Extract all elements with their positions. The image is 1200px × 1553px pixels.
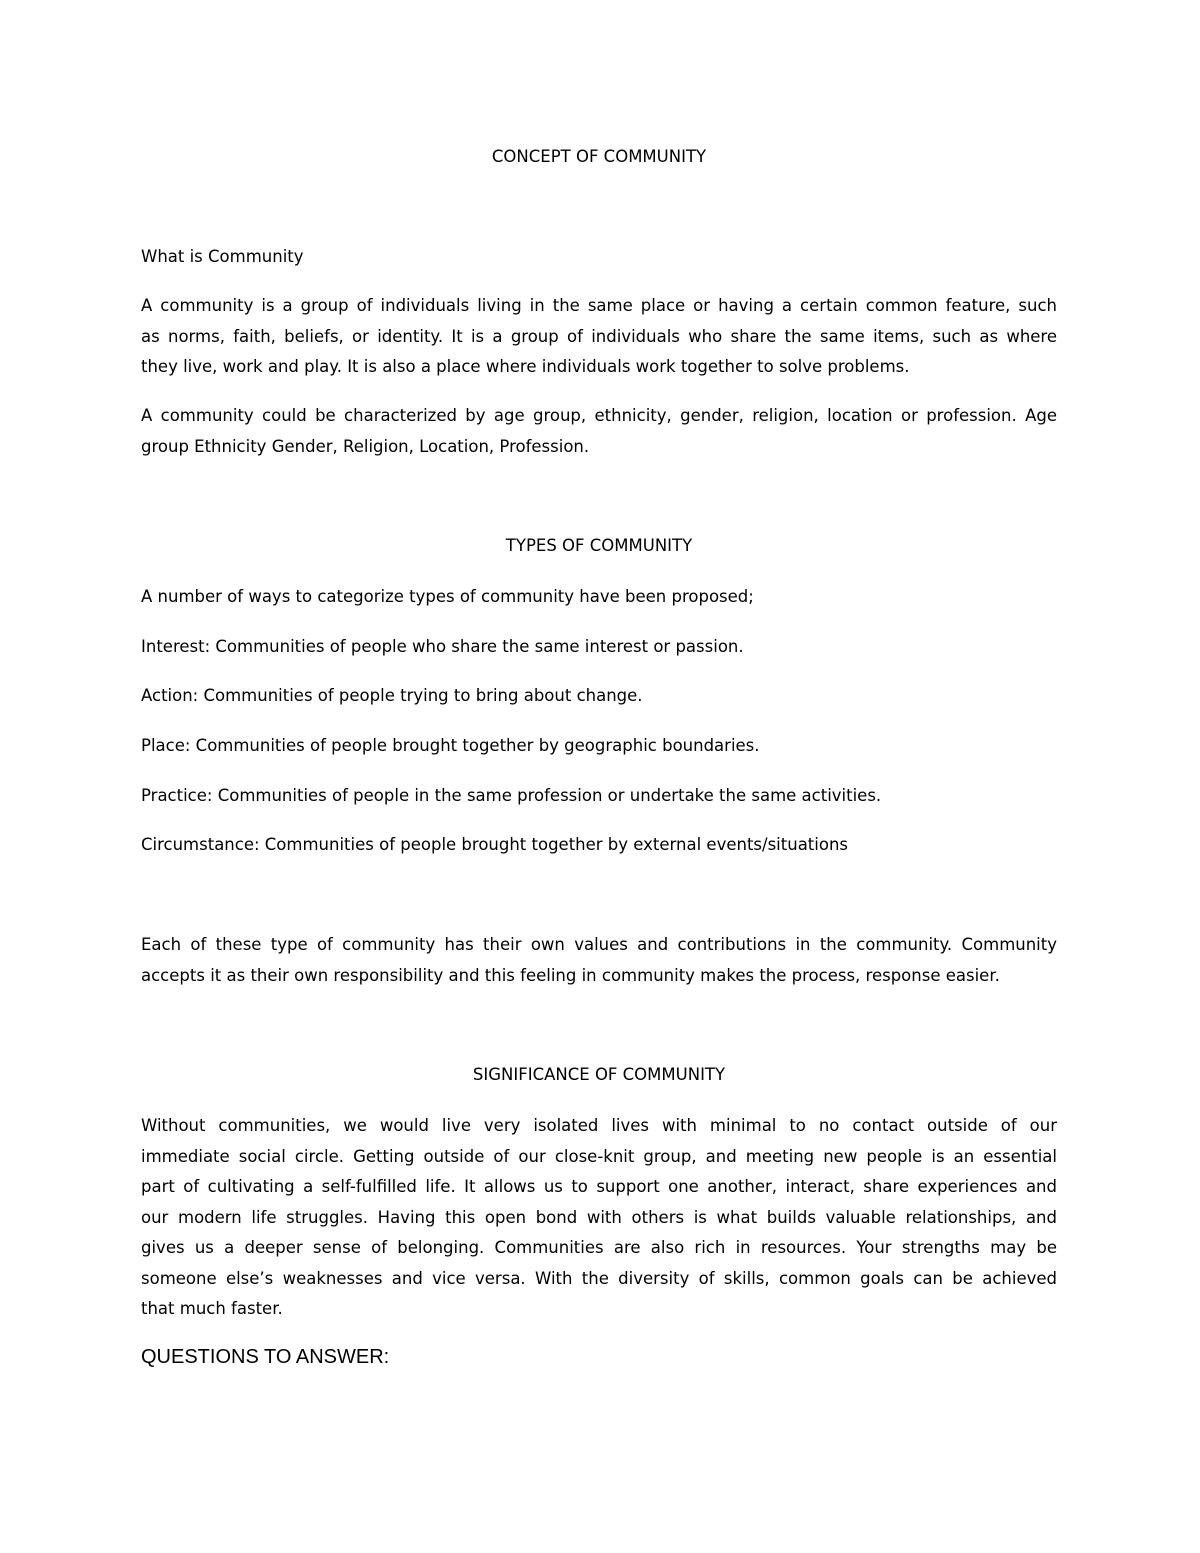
paragraph-line: A community is a group of individuals living in the same place or having a certain common feature, such [141,296,1057,315]
paragraph-line: immediate social circle. Getting outside of our close-knit group, and meeting new people is an essential [141,1146,1057,1166]
section-heading-types: TYPES OF COMMUNITY [505,536,693,555]
paragraph-types-closing [141,930,1057,991]
section-heading-significance: SIGNIFICANCE OF COMMUNITY [472,1065,726,1084]
page-title: CONCEPT OF COMMUNITY [491,147,707,166]
section-heading-what-is: What is Community [141,247,304,266]
paragraph-line: gives us a deeper sense of belonging. Communities are also rich in resources. Your strengths may be [141,1238,1057,1257]
paragraph-line: part of cultivating a self-fulfilled life. It allows us to support one another, interact, share experiences and [141,1177,1057,1196]
type-item-circumstance: Circumstance: Communities of people brought together by external events/situations [141,835,849,854]
paragraph-line: they live, work and play. It is also a place where individuals work together to solve problems. [141,357,910,376]
type-item-place: Place: Communities of people brought together by geographic boundaries. [141,736,760,755]
paragraph-line: as norms, faith, beliefs, or identity. It is a group of individuals who share the same items, such as where [141,326,1057,346]
paragraph-line: Each of these type of community has their own values and contributions in the community. Community [141,935,1057,954]
paragraph-characteristics [141,401,1057,462]
types-intro: A number of ways to categorize types of community have been proposed; [141,587,754,606]
paragraph-line: our modern life struggles. Having this open bond with others is what builds valuable relationships, and [141,1207,1057,1227]
paragraph-line: that much faster. [141,1299,283,1318]
paragraph-line: A community could be characterized by age group, ethnicity, gender, religion, location or profession. Age [141,406,1057,425]
paragraph-line: someone else’s weaknesses and vice versa. With the diversity of skills, common goals can be achieved [141,1268,1057,1288]
paragraph-significance [141,1111,1057,1325]
paragraph-line: Without communities, we would live very isolated lives with minimal to no contact outside of our [141,1116,1057,1135]
paragraph-definition [141,291,1057,383]
questions-heading: QUESTIONS TO ANSWER: [141,1346,390,1368]
type-item-practice: Practice: Communities of people in the same profession or undertake the same activities. [141,786,882,805]
type-item-action: Action: Communities of people trying to bring about change. [141,686,643,705]
paragraph-line: accepts it as their own responsibility and this feeling in community makes the process, response easier. [141,965,1000,985]
paragraph-line: group Ethnicity Gender, Religion, Location, Profession. [141,436,590,456]
type-item-interest: Interest: Communities of people who share the same interest or passion. [141,637,744,656]
